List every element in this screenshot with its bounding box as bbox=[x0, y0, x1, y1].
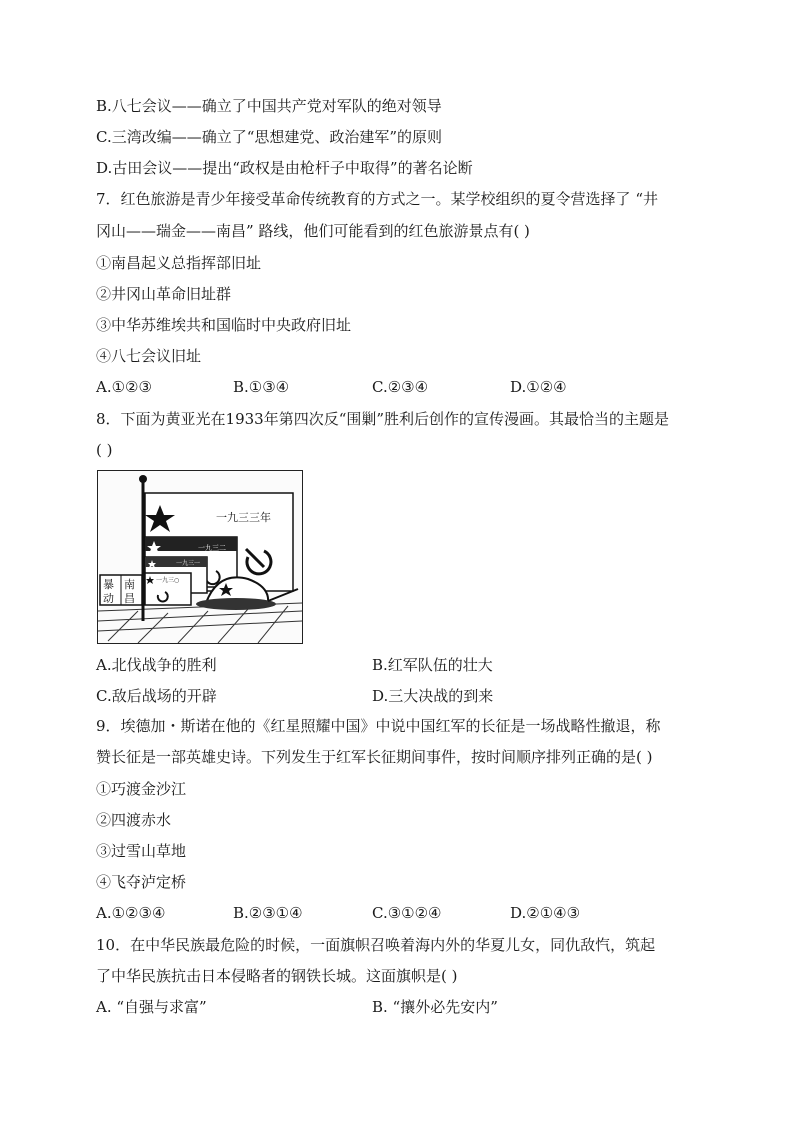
q9-item-4: ④飞夺泸定桥 bbox=[96, 873, 187, 891]
svg-text:一九三一: 一九三一 bbox=[176, 560, 201, 567]
q9-option-a[interactable]: A.①②③④ bbox=[96, 904, 166, 922]
q7-item-2: ②井冈山革命旧址群 bbox=[96, 285, 232, 303]
q7-option-c[interactable]: C.②③④ bbox=[372, 378, 429, 396]
q8-stem-line1: 8．下面为黄亚光在1933年第四次反“围剿”胜利后创作的宣传漫画。其最恰当的主题是 bbox=[96, 410, 670, 428]
q7-option-d[interactable]: D.①②④ bbox=[510, 378, 567, 396]
q8-stem-line2: ( ) bbox=[96, 441, 113, 459]
q8-option-d[interactable]: D.三大决战的到来 bbox=[372, 687, 494, 705]
q10-stem-line1: 10．在中华民族最危险的时候，一面旗帜召唤着海内外的华夏儿女，同仇敌忾，筑起 bbox=[96, 936, 656, 954]
propaganda-cartoon bbox=[97, 470, 303, 644]
q7-item-3: ③中华苏维埃共和国临时中央政府旧址 bbox=[96, 316, 352, 334]
svg-text:昌: 昌 bbox=[124, 592, 135, 605]
q9-stem-line1: 9．埃德加・斯诺在他的《红星照耀中国》中说中国红军的长征是一场战略性撤退，称 bbox=[96, 717, 661, 735]
q10-option-a[interactable]: A. “自强与求富” bbox=[96, 998, 207, 1016]
q9-item-1: ①巧渡金沙江 bbox=[96, 780, 187, 798]
q10-stem-line2: 了中华民族抗击日本侵略者的钢铁长城。这面旗帜是( ) bbox=[96, 967, 458, 985]
flag-1933-label: 一九三三年 bbox=[216, 511, 271, 524]
q7-item-1: ①南昌起义总指挥部旧址 bbox=[96, 254, 262, 272]
q10-option-b[interactable]: B. “攘外必先安内” bbox=[372, 998, 498, 1016]
q9-option-c[interactable]: C.③①②④ bbox=[372, 904, 442, 922]
svg-text:暴: 暴 bbox=[103, 578, 114, 591]
q9-item-3: ③过雪山草地 bbox=[96, 842, 187, 860]
q7-item-4: ④八七会议旧址 bbox=[96, 347, 202, 365]
svg-text:一九三二: 一九三二 bbox=[198, 544, 226, 552]
svg-text:南: 南 bbox=[124, 578, 135, 591]
q9-stem-line2: 赞长征是一部英雄史诗。下列发生于红军长征期间事件，按时间顺序排列正确的是( ) bbox=[96, 748, 653, 766]
q8-option-c[interactable]: C.敌后战场的开辟 bbox=[96, 687, 217, 705]
q9-item-2: ②四渡赤水 bbox=[96, 811, 172, 829]
q6-option-b: B.八七会议——确立了中国共产党对军队的绝对领导 bbox=[96, 97, 442, 115]
q6-option-c: C.三湾改编——确立了“思想建党、政治建军”的原则 bbox=[96, 128, 443, 146]
q9-option-b[interactable]: B.②③①④ bbox=[233, 904, 303, 922]
q7-stem-line2: 冈山——瑞金——南昌” 路线，他们可能看到的红色旅游景点有( ) bbox=[96, 222, 530, 240]
q9-option-d[interactable]: D.②①④③ bbox=[510, 904, 581, 922]
q8-option-b[interactable]: B.红军队伍的壮大 bbox=[372, 656, 493, 674]
q8-option-a[interactable]: A.北伐战争的胜利 bbox=[96, 656, 217, 674]
q7-option-b[interactable]: B.①③④ bbox=[233, 378, 290, 396]
q7-stem-line1: 7．红色旅游是青少年接受革命传统教育的方式之一。某学校组织的夏令营选择了 “井 bbox=[96, 190, 658, 208]
q6-option-d: D.古田会议——提出“政权是由枪杆子中取得”的著名论断 bbox=[96, 159, 473, 177]
q7-option-a[interactable]: A.①②③ bbox=[96, 378, 152, 396]
svg-text:一九三○: 一九三○ bbox=[156, 577, 180, 584]
svg-text:动: 动 bbox=[103, 592, 114, 605]
